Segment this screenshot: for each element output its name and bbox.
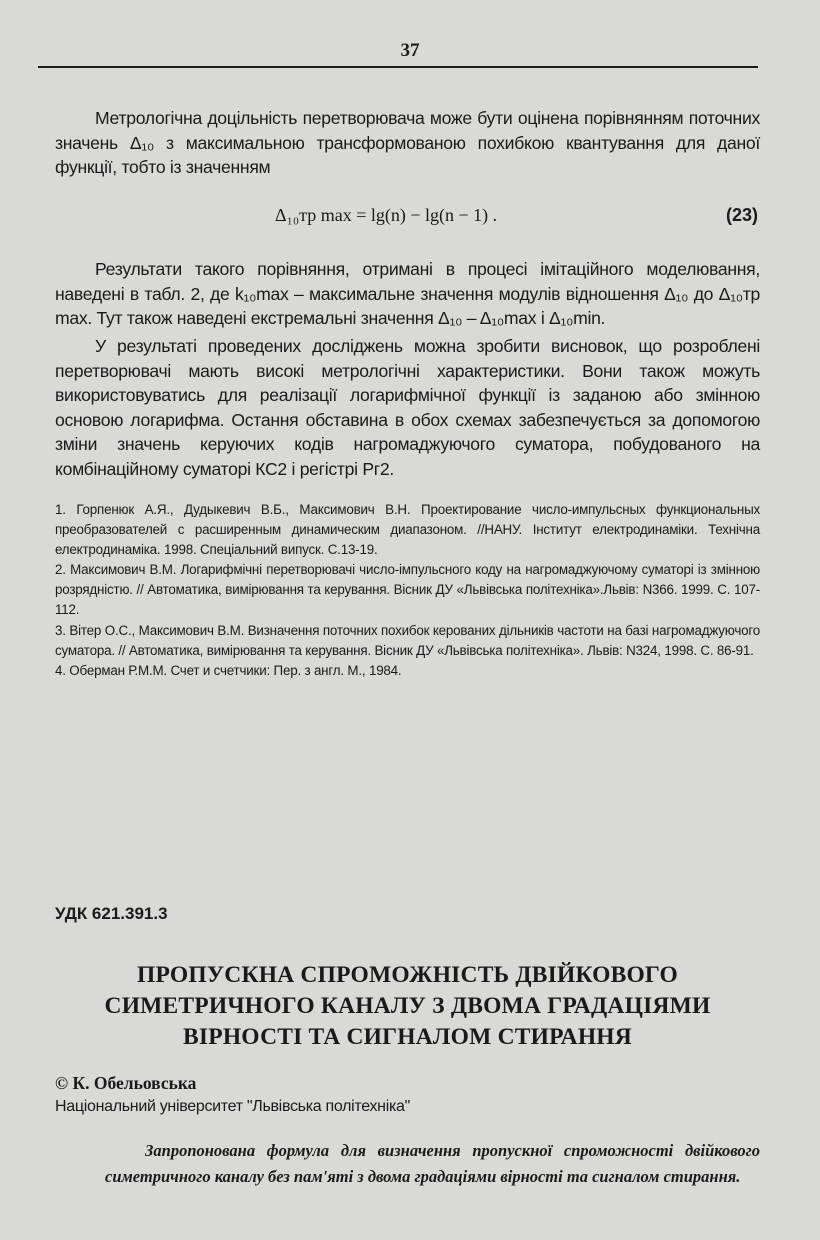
formula-number: (23) (725, 205, 758, 225)
affiliation: Національний університет "Львівська політехніка" (55, 1098, 411, 1115)
abstract: Запропонована формула для визначення пропускної спроможності двійкового симетричного каналу без пам'яті з двома градаціями вірності та сигналом стирання. (105, 1141, 760, 1186)
formula-expression: Δ₁₀тр max = lg(n) − lg(n − 1) . (275, 205, 498, 225)
udk-code: УДК 621.391.3 (55, 904, 168, 923)
paragraph-results: Результати такого порівняння, отримані в процесі імітаційного моделювання, наведені в табл. 2, де k₁₀max – максимальне значення модулів відношення Δ₁₀ до Δ₁₀тр max. Тут також наведені екстремальні значення Δ₁₀ – Δ₁₀max і Δ₁₀min. (55, 259, 760, 328)
paragraph-metrological: Метрологічна доцільність перетворювача може бути оцінена порівнянням поточних значень Δ₁₀ з максимальною трансформованою похибкою квантування для даної функції, тобто із значенням (55, 108, 760, 177)
author: © К. Обельовська (55, 1073, 197, 1093)
title-line: ВІРНОСТІ ТА СИГНАЛОМ СТИРАННЯ (183, 1024, 632, 1050)
page-number: 37 (400, 40, 420, 61)
paragraph-conclusion: У результаті проведених досліджень можна зробити висновок, що розроблені перетворювачі мають високі метрологічні характеристики. Вони також можуть використовуватись для реалізації логарифмічної функції із заданою або змінною основою логарифма. Остання обставина в обох схемах забезпечується за допомогою зміни значень керуючих кодів нагромаджуючого суматора, побудованого на комбінаційному суматорі КС2 і регістрі Рг2. (55, 336, 760, 479)
title-line: ПРОПУСКНА СПРОМОЖНІСТЬ ДВІЙКОВОГО (137, 962, 678, 988)
reference-item: 2. Максимович В.М. Логарифмічні перетворювачі число-імпульсного коду на нагромаджуючому суматорі із змінною розрядністю. // Автоматика, вимірювання та керування. Вісник ДУ «Львівська політехніка».Львів: N366. 1999. С. 107-112. (55, 562, 760, 617)
reference-item: 4. Оберман Р.М.М. Счет и счетчики: Пер. з англ. М., 1984. (55, 663, 402, 679)
title-line: СИМЕТРИЧНОГО КАНАЛУ З ДВОМА ГРАДАЦІЯМИ (104, 993, 711, 1019)
header-rule (38, 66, 758, 68)
reference-item: 3. Вітер О.С., Максимович В.М. Визначення поточних похибок керованих дільників частоти на базі нагромаджуючого суматора. // Автоматика, вимірювання та керування. Вісник ДУ «Львівська політехніка». Львів: N324, 1998. С. 86-91. (55, 622, 760, 658)
article-title (55, 960, 760, 1053)
reference-item: 1. Горпенюк А.Я., Дудыкевич В.Б., Максимович В.Н. Проектирование число-импульсных функциональных преобразователей с расширенным динамическим диапазоном. //НАНУ. Інститут електродинаміки. Технічна електродинаміка. 1998. Спеціальний випуск. С.13-19. (55, 502, 760, 557)
references-list (55, 500, 760, 682)
formula-23 (55, 205, 760, 229)
